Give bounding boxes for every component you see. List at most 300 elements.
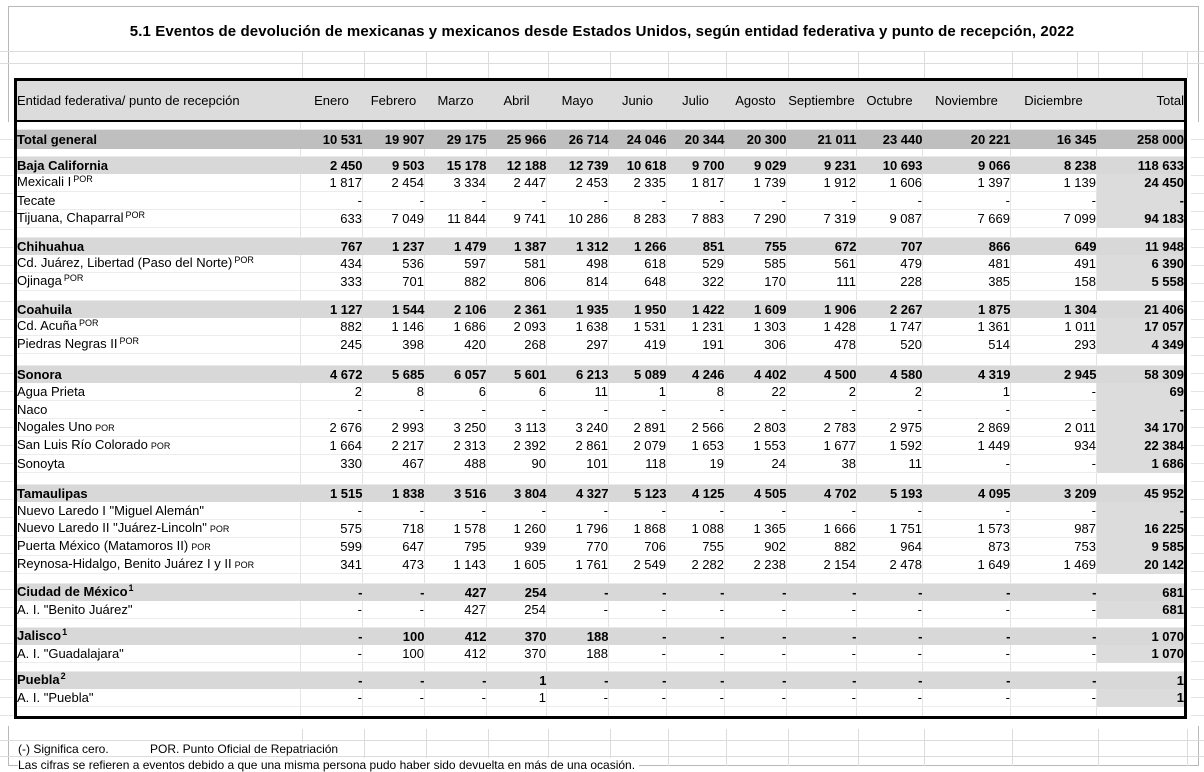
- detail-row: [16, 645, 1186, 663]
- month-cell: -: [547, 601, 609, 619]
- spacer-cell: [301, 228, 363, 238]
- spacer-cell: [425, 354, 487, 366]
- month-cell: 8: [667, 383, 725, 401]
- month-cell: -: [923, 601, 1011, 619]
- month-cell: 188: [547, 645, 609, 663]
- gridline: [548, 51, 549, 78]
- month-cell: 2 993: [363, 419, 425, 437]
- row-label-text: Tecate: [17, 193, 56, 208]
- footnote-marker: 1: [128, 583, 134, 593]
- detail-row: [16, 455, 1186, 473]
- month-cell: 191: [667, 336, 725, 354]
- row-label: [16, 192, 301, 210]
- spacer-cell: [667, 473, 725, 485]
- month-cell: -: [487, 192, 547, 210]
- month-cell: 581: [487, 255, 547, 273]
- spacer-cell: [1097, 574, 1186, 584]
- spacer-cell: [609, 574, 667, 584]
- month-cell: 1 231: [667, 318, 725, 336]
- month-cell: 341: [301, 556, 363, 574]
- month-cell: -: [923, 645, 1011, 663]
- month-cell: 1 761: [547, 556, 609, 574]
- month-cell: 4 702: [787, 485, 857, 503]
- por-superscript: POR: [125, 210, 145, 220]
- gridline: [0, 756, 1204, 757]
- gridline: [858, 51, 859, 78]
- spacer-row: [16, 291, 1186, 301]
- month-cell: -: [301, 601, 363, 619]
- state-row: [16, 366, 1186, 384]
- month-cell: -: [787, 401, 857, 419]
- month-cell: 2 282: [667, 556, 725, 574]
- month-cell: 473: [363, 556, 425, 574]
- month-cell: 1 260: [487, 520, 547, 538]
- month-cell: -: [301, 689, 363, 707]
- total-cell: 6 390: [1097, 255, 1186, 273]
- row-label: [16, 628, 301, 646]
- month-cell: 2 803: [725, 419, 787, 437]
- total-cell: 258 000: [1097, 130, 1186, 150]
- spacer-cell: [667, 228, 725, 238]
- month-cell: 398: [363, 336, 425, 354]
- month-cell: 1 817: [301, 174, 363, 192]
- row-label: [16, 538, 301, 556]
- spacer-cell: [923, 619, 1011, 628]
- month-cell: 647: [363, 538, 425, 556]
- month-cell: 1 531: [609, 318, 667, 336]
- por-superscript: POR: [73, 174, 93, 184]
- gridline: [1077, 51, 1078, 78]
- detail-row: [16, 601, 1186, 619]
- month-cell: -: [923, 628, 1011, 646]
- month-cell: 520: [857, 336, 923, 354]
- row-label-text: Nuevo Laredo I "Miguel Alemán": [17, 503, 205, 518]
- month-cell: 9 231: [787, 157, 857, 175]
- detail-row: [16, 419, 1186, 437]
- gridline: [788, 51, 789, 78]
- detail-row: [16, 502, 1186, 520]
- gridline: [1012, 729, 1013, 766]
- row-label: [16, 366, 301, 384]
- spacer-cell: [425, 663, 487, 672]
- month-cell: 38: [787, 455, 857, 473]
- month-cell: 1 638: [547, 318, 609, 336]
- month-cell: 2 676: [301, 419, 363, 437]
- month-cell: -: [301, 628, 363, 646]
- month-cell: 19: [667, 455, 725, 473]
- month-cell: -: [609, 192, 667, 210]
- gridline: [726, 51, 727, 78]
- month-cell: 2 783: [787, 419, 857, 437]
- month-cell: 188: [547, 628, 609, 646]
- por-superscript: POR: [191, 542, 211, 552]
- row-label-text: Sonora: [17, 367, 62, 382]
- total-cell: -: [1097, 401, 1186, 419]
- spacer-cell: [487, 228, 547, 238]
- month-cell: 6 057: [425, 366, 487, 384]
- month-cell: 902: [725, 538, 787, 556]
- gridline: [426, 51, 427, 78]
- spacer-cell: [609, 149, 667, 157]
- spacer-cell: [301, 619, 363, 628]
- month-cell: 1 544: [363, 301, 425, 319]
- detail-row: [16, 273, 1186, 291]
- month-cell: 2 011: [1011, 419, 1097, 437]
- spacer-cell: [725, 228, 787, 238]
- month-cell: 478: [787, 336, 857, 354]
- month-cell: 1 653: [667, 437, 725, 455]
- row-label-text: A. I. "Benito Juárez": [17, 602, 133, 617]
- state-row: [16, 628, 1186, 646]
- month-cell: -: [787, 645, 857, 663]
- spacer-cell: [487, 121, 547, 130]
- gridline: [924, 51, 925, 78]
- month-cell: -: [547, 584, 609, 602]
- spacer-cell: [363, 228, 425, 238]
- month-cell: -: [425, 401, 487, 419]
- state-row: [16, 672, 1186, 690]
- spacer-cell: [16, 149, 301, 157]
- month-cell: 11 844: [425, 210, 487, 228]
- row-label: [16, 130, 301, 150]
- month-cell: 2 238: [725, 556, 787, 574]
- spacer-cell: [547, 121, 609, 130]
- month-cell: 3 804: [487, 485, 547, 503]
- month-cell: 228: [857, 273, 923, 291]
- spacer-cell: [857, 574, 923, 584]
- month-cell: 9 503: [363, 157, 425, 175]
- month-cell: 412: [425, 645, 487, 663]
- total-cell: -: [1097, 192, 1186, 210]
- month-cell: 706: [609, 538, 667, 556]
- spacer-cell: [857, 354, 923, 366]
- spacer-row: [16, 121, 1186, 130]
- month-cell: 1 361: [923, 318, 1011, 336]
- total-cell: 4 349: [1097, 336, 1186, 354]
- total-cell: 45 952: [1097, 485, 1186, 503]
- row-label-text: A. I. "Puebla": [17, 690, 94, 705]
- month-cell: -: [725, 672, 787, 690]
- total-cell: 94 183: [1097, 210, 1186, 228]
- spacer-cell: [857, 619, 923, 628]
- month-cell: 254: [487, 584, 547, 602]
- gridline: [0, 740, 1204, 741]
- gridline: [1187, 51, 1188, 78]
- month-cell: -: [857, 628, 923, 646]
- month-cell: -: [857, 645, 923, 663]
- month-cell: -: [301, 401, 363, 419]
- month-cell: -: [425, 502, 487, 520]
- column-header: Octubre: [857, 80, 923, 122]
- row-label-text: Coahuila: [17, 302, 72, 317]
- spacer-cell: [787, 228, 857, 238]
- month-cell: 2 447: [487, 174, 547, 192]
- month-cell: -: [1011, 383, 1097, 401]
- month-cell: 16 345: [1011, 130, 1097, 150]
- month-cell: -: [923, 502, 1011, 520]
- state-row: [16, 157, 1186, 175]
- month-cell: 795: [425, 538, 487, 556]
- month-cell: -: [725, 689, 787, 707]
- month-cell: 1 578: [425, 520, 487, 538]
- row-label-text: Tamaulipas: [17, 486, 88, 501]
- por-superscript: POR: [63, 273, 84, 283]
- month-cell: 1 875: [923, 301, 1011, 319]
- spacer-cell: [923, 354, 1011, 366]
- total-cell: 681: [1097, 601, 1186, 619]
- month-cell: 4 505: [725, 485, 787, 503]
- month-cell: 488: [425, 455, 487, 473]
- spacer-cell: [667, 149, 725, 157]
- month-cell: -: [1011, 584, 1097, 602]
- month-cell: 4 125: [667, 485, 725, 503]
- month-cell: 6 213: [547, 366, 609, 384]
- gridline: [726, 729, 727, 766]
- row-label: [16, 672, 301, 690]
- spacer-cell: [923, 228, 1011, 238]
- total-cell: 5 558: [1097, 273, 1186, 291]
- month-cell: 10 531: [301, 130, 363, 150]
- spacer-cell: [1011, 663, 1097, 672]
- month-cell: -: [667, 192, 725, 210]
- month-cell: 964: [857, 538, 923, 556]
- spacer-cell: [16, 228, 301, 238]
- month-cell: 770: [547, 538, 609, 556]
- month-cell: 2 945: [1011, 366, 1097, 384]
- month-cell: -: [547, 401, 609, 419]
- month-cell: 5 089: [609, 366, 667, 384]
- spacer-cell: [547, 354, 609, 366]
- month-cell: 26 714: [547, 130, 609, 150]
- month-cell: 1 553: [725, 437, 787, 455]
- month-cell: -: [609, 645, 667, 663]
- row-label: [16, 174, 301, 192]
- month-cell: -: [1011, 628, 1097, 646]
- footnote-marker: 1: [62, 627, 68, 637]
- spacer-cell: [609, 228, 667, 238]
- gridline: [1012, 51, 1013, 78]
- spacer-cell: [923, 291, 1011, 301]
- month-cell: 7 049: [363, 210, 425, 228]
- footnote-marker: 2: [60, 671, 66, 681]
- spacer-cell: [425, 574, 487, 584]
- row-label: [16, 383, 301, 401]
- month-cell: 7 319: [787, 210, 857, 228]
- month-cell: -: [609, 689, 667, 707]
- column-header: Enero: [301, 80, 363, 122]
- spacer-cell: [725, 663, 787, 672]
- month-cell: 1 146: [363, 318, 425, 336]
- row-label: [16, 210, 301, 228]
- column-header: Total: [1097, 80, 1186, 122]
- month-cell: 633: [301, 210, 363, 228]
- month-cell: -: [725, 601, 787, 619]
- month-cell: -: [667, 672, 725, 690]
- month-cell: 2 891: [609, 419, 667, 437]
- spacer-row: [16, 574, 1186, 584]
- month-cell: 755: [725, 238, 787, 256]
- month-cell: 6: [425, 383, 487, 401]
- detail-row: [16, 255, 1186, 273]
- month-cell: 882: [787, 538, 857, 556]
- month-cell: 2 154: [787, 556, 857, 574]
- month-cell: -: [667, 584, 725, 602]
- month-cell: 672: [787, 238, 857, 256]
- month-cell: 934: [1011, 437, 1097, 455]
- month-cell: 4 095: [923, 485, 1011, 503]
- month-cell: -: [857, 584, 923, 602]
- month-cell: 1 606: [857, 174, 923, 192]
- month-cell: 575: [301, 520, 363, 538]
- spacer-cell: [487, 149, 547, 157]
- month-cell: 1 422: [667, 301, 725, 319]
- month-cell: 8 283: [609, 210, 667, 228]
- detail-row: [16, 401, 1186, 419]
- spacer-cell: [301, 473, 363, 485]
- spacer-cell: [301, 291, 363, 301]
- detail-row: [16, 520, 1186, 538]
- spacer-cell: [301, 574, 363, 584]
- month-cell: -: [725, 628, 787, 646]
- month-cell: 1 365: [725, 520, 787, 538]
- month-cell: 866: [923, 238, 1011, 256]
- month-cell: 1 573: [923, 520, 1011, 538]
- spacer-cell: [787, 121, 857, 130]
- month-cell: -: [547, 192, 609, 210]
- spacer-cell: [1097, 619, 1186, 628]
- month-cell: 1 479: [425, 238, 487, 256]
- month-cell: -: [725, 502, 787, 520]
- month-cell: 3 334: [425, 174, 487, 192]
- spacer-cell: [667, 619, 725, 628]
- gridline: [668, 729, 669, 766]
- month-cell: 2 392: [487, 437, 547, 455]
- por-superscript: POR: [119, 336, 139, 346]
- month-cell: -: [363, 584, 425, 602]
- spacer-cell: [301, 707, 363, 718]
- row-label: [16, 584, 301, 602]
- state-row: [16, 301, 1186, 319]
- month-cell: 4 319: [923, 366, 1011, 384]
- month-cell: 851: [667, 238, 725, 256]
- month-cell: 268: [487, 336, 547, 354]
- spacer-cell: [725, 121, 787, 130]
- spacer-cell: [363, 121, 425, 130]
- spacer-cell: [725, 473, 787, 485]
- month-cell: -: [363, 672, 425, 690]
- spacer-cell: [857, 707, 923, 718]
- month-cell: -: [857, 401, 923, 419]
- spacer-row: [16, 663, 1186, 672]
- month-cell: 11: [857, 455, 923, 473]
- month-cell: 21 011: [787, 130, 857, 150]
- spacer-cell: [1097, 473, 1186, 485]
- spacer-cell: [667, 663, 725, 672]
- month-cell: 427: [425, 601, 487, 619]
- month-cell: 536: [363, 255, 425, 273]
- column-header: Agosto: [725, 80, 787, 122]
- spacer-cell: [1011, 707, 1097, 718]
- month-cell: 2 267: [857, 301, 923, 319]
- month-cell: 873: [923, 538, 1011, 556]
- month-cell: 412: [425, 628, 487, 646]
- spacer-cell: [923, 663, 1011, 672]
- total-cell: 1 686: [1097, 455, 1186, 473]
- month-cell: 1 649: [923, 556, 1011, 574]
- column-header: Noviembre: [923, 80, 1011, 122]
- month-cell: -: [1011, 645, 1097, 663]
- month-cell: 1 515: [301, 485, 363, 503]
- spacer-cell: [857, 121, 923, 130]
- spacer-cell: [16, 121, 301, 130]
- month-cell: 330: [301, 455, 363, 473]
- row-label-text: Puerta México (Matamoros II): [17, 538, 189, 553]
- month-cell: 1 747: [857, 318, 923, 336]
- month-cell: 1 664: [301, 437, 363, 455]
- total-cell: 1: [1097, 689, 1186, 707]
- month-cell: 322: [667, 273, 725, 291]
- detail-row: [16, 174, 1186, 192]
- spacer-cell: [425, 707, 487, 718]
- spacer-cell: [725, 707, 787, 718]
- row-label: [16, 419, 301, 437]
- spacer-cell: [547, 473, 609, 485]
- month-cell: 1 303: [725, 318, 787, 336]
- spacer-cell: [787, 619, 857, 628]
- spacer-cell: [725, 619, 787, 628]
- month-cell: -: [923, 689, 1011, 707]
- row-label-text: Tijuana, Chaparral: [17, 210, 124, 225]
- month-cell: -: [363, 192, 425, 210]
- spacer-cell: [787, 354, 857, 366]
- month-cell: 2: [787, 383, 857, 401]
- month-cell: -: [787, 628, 857, 646]
- row-label-text: Agua Prieta: [17, 384, 85, 399]
- por-superscript: POR: [95, 423, 115, 433]
- month-cell: -: [857, 192, 923, 210]
- total-cell: 1 070: [1097, 628, 1186, 646]
- total-cell: 11 948: [1097, 238, 1186, 256]
- spacer-cell: [425, 473, 487, 485]
- month-cell: -: [609, 401, 667, 419]
- total-cell: 118 633: [1097, 157, 1186, 175]
- row-label: [16, 520, 301, 538]
- spacer-cell: [487, 473, 547, 485]
- column-header: Febrero: [363, 80, 425, 122]
- month-cell: 2 313: [425, 437, 487, 455]
- month-cell: 4 580: [857, 366, 923, 384]
- month-cell: 1 237: [363, 238, 425, 256]
- month-cell: 5 123: [609, 485, 667, 503]
- month-cell: -: [725, 645, 787, 663]
- column-header: Entidad federativa/ punto de recepción: [16, 80, 301, 122]
- spacer-cell: [1011, 291, 1097, 301]
- row-label: [16, 157, 301, 175]
- month-cell: 111: [787, 273, 857, 291]
- month-cell: -: [363, 601, 425, 619]
- spacer-cell: [923, 574, 1011, 584]
- footnote-zero: (-) Significa cero.: [18, 742, 113, 756]
- row-label-text: Cd. Juárez, Libertad (Paso del Norte): [17, 255, 233, 270]
- month-cell: 7 883: [667, 210, 725, 228]
- month-cell: 1 011: [1011, 318, 1097, 336]
- month-cell: 529: [667, 255, 725, 273]
- month-cell: 3 250: [425, 419, 487, 437]
- month-cell: -: [787, 502, 857, 520]
- month-cell: 22: [725, 383, 787, 401]
- spacer-cell: [425, 149, 487, 157]
- month-cell: -: [609, 628, 667, 646]
